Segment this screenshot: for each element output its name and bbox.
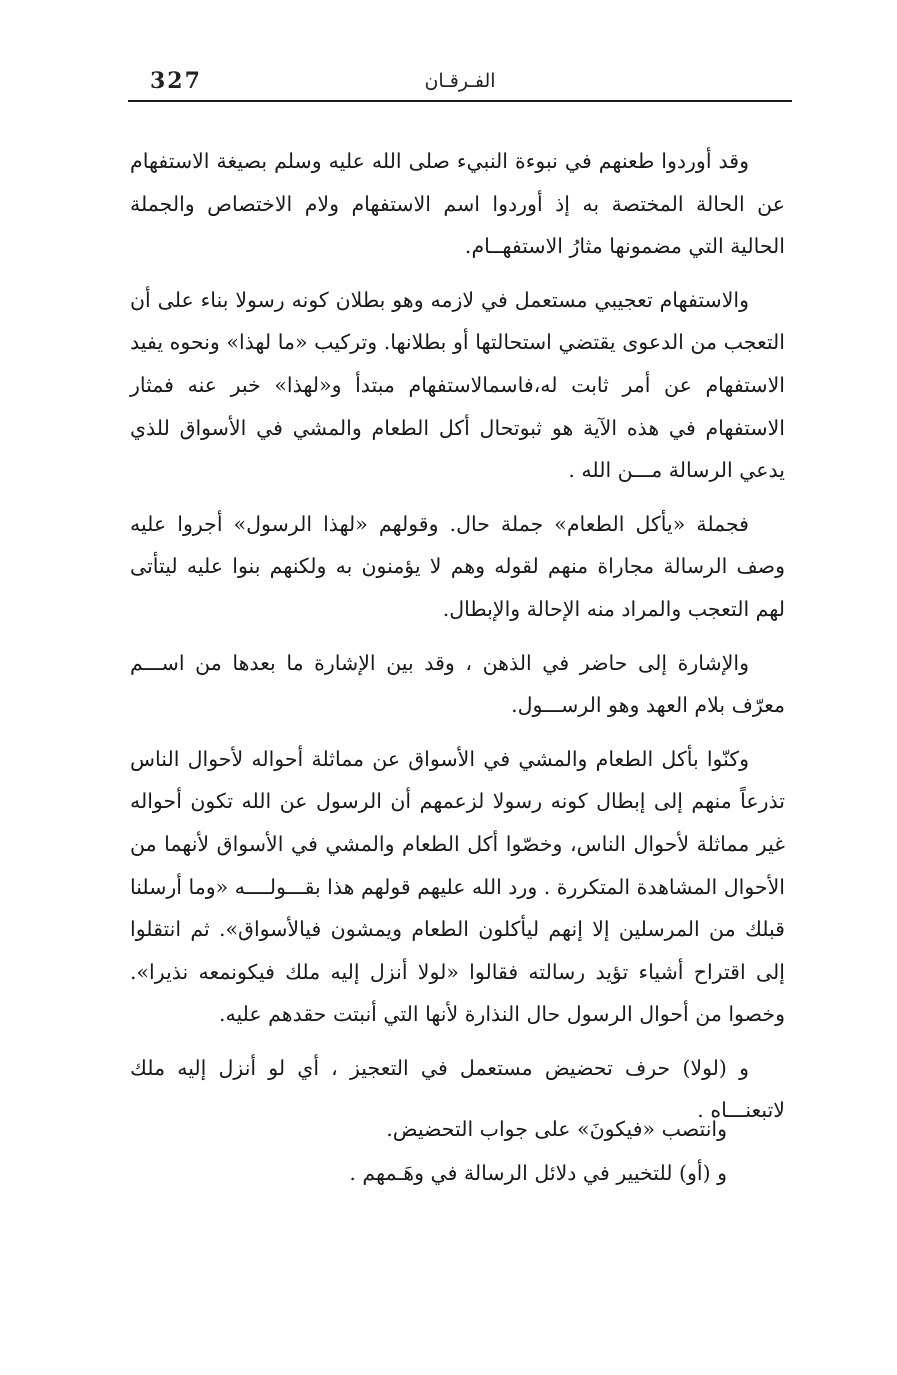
page-header (128, 62, 792, 102)
closing-line-2: و (أو) للتخيير في دلائل الرسالة في وهَـمهم . (349, 1161, 727, 1185)
closing-lines (130, 1107, 785, 1195)
paragraph-2: والاستفهام تعجيبي مستعمل في لازمه وهو بطلان كونه رسولا بناء على أن التعجب من الدعوى يقتضي استحالتها أو بطلانها. وتركيب «ما لهذا» ونحوه يفيد الاستفهام عن أمر ثابت له،فاسمالاستفهام مبتدأ و«لهذا» خبر عنه فمثار الاستفهام في هذه الآية هو ثبوتحال أكل الطعام والمشي في الأسواق للذي يدعي الرسالة مـــن الله . (130, 287, 785, 483)
body-text (130, 140, 785, 1143)
page-number: 327 (150, 68, 202, 94)
paragraph-6: و (لولا) حرف تحضيض مستعمل في التعجيز ، أي لو أنزل إليه ملك لاتبعنـــاه . (130, 1055, 785, 1123)
closing-line-1: وانتصب «فيكونَ» على جواب التحضيض. (386, 1117, 727, 1141)
running-title: الفـرقـان (424, 70, 496, 92)
header-rule (128, 100, 792, 102)
paragraph-1: وقد أوردوا طعنهم في نبوءة النبيء صلى الله عليه وسلم بصيغة الاستفهام عن الحالة المختصة به إذ أوردوا اسم الاستفهام ولام الاختصاص والجملة الحالية التي مضمونها مثارُ الاستفهــام. (130, 149, 785, 259)
paragraph-4: والإشارة إلى حاضر في الذهن ، وقد بين الإشارة ما بعدها من اســـم معرّف بلام العهد وهو الرســـول. (130, 650, 785, 718)
paragraph-5: وكنّوا بأكل الطعام والمشي في الأسواق عن مماثلة أحواله لأحوال الناس تذرعاً منهم إلى إبطال كونه رسولا لزعمهم أن الرسول عن الله تكون أحواله غير مماثلة لأحوال الناس، وخصّوا أكل الطعام والمشي في الأسواق لأنهما من الأحوال المشاهدة المتكررة . ورد الله عليهم قولهم هذا بقـــولــــه «وما أرسلنا قبلك من المرسلين إلا إنهم ليأكلون الطعام ويمشون فيالأسواق». ثم انتقلوا إلى اقتراح أشياء تؤيد رسالته فقالوا «لولا أنزل إليه ملك فيكونمعه نذيرا». وخصوا من أحوال الرسول حال النذارة لأنها التي أنبتت حقدهم عليه. (130, 746, 785, 1027)
paragraph-3: فجملة «يأكل الطعام» جملة حال. وقولهم «لهذا الرسول» أجروا عليه وصف الرسالة مجاراة منهم لقوله وهم لا يؤمنون به ولكنهم بنوا عليه ليتأتى لهم التعجب والمراد منه الإحالة والإبطال. (130, 511, 785, 621)
